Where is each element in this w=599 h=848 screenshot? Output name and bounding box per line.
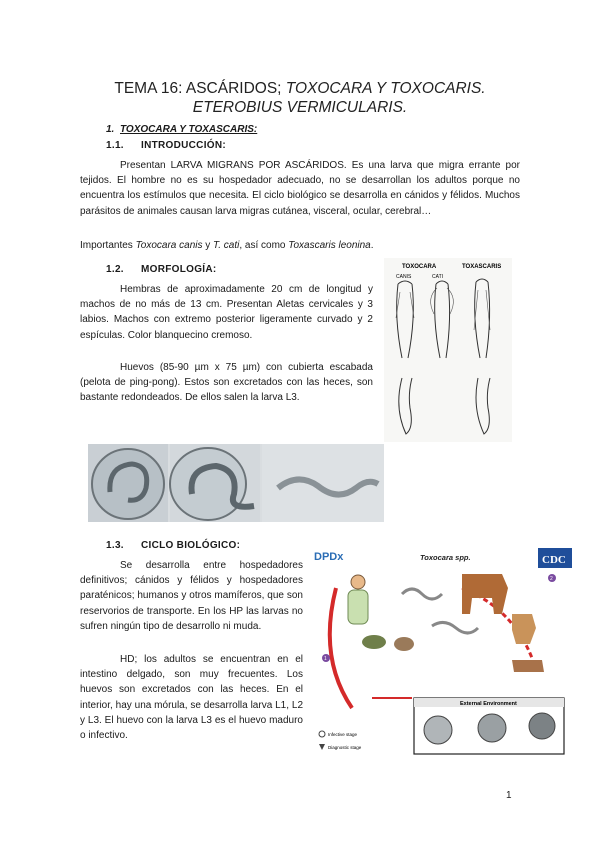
section-1-heading: [106, 124, 257, 135]
worm-head-cati: [435, 284, 450, 358]
subsection-1-1-heading: [106, 140, 226, 151]
larva-1: [402, 589, 442, 599]
diagnostic-stage-icon: [319, 744, 325, 750]
step-number-1: 1: [324, 656, 327, 662]
worm-head-cati-tip: [436, 281, 448, 284]
worm-head-canis-tip: [398, 281, 412, 284]
worm-head-toxascaris: [475, 282, 490, 358]
subtitle-text: ETEROBIUS VERMICULARIS: [192, 99, 403, 116]
human-head: [351, 575, 365, 589]
human-body: [348, 590, 368, 624]
eggs-photo-strip: [88, 444, 384, 522]
cycle-paragraph-1: Se desarrolla entre hospedadores definitivos; cánidos y félidos y hospedadores paraténicos; humanos y otros mamíferos, que son reservorios de transporte. En los HP las larvas no sufren ningún tipo de desarrollo ni muda.: [80, 560, 303, 632]
rabbit: [394, 637, 414, 651]
duck: [362, 635, 386, 649]
label-toxascaris: TOXASCARIS: [462, 264, 502, 270]
cat: [512, 614, 536, 644]
end-text: .: [370, 240, 374, 251]
larva-2: [432, 622, 478, 633]
external-environment-label: External Environment: [460, 701, 517, 707]
life-cycle-svg: [312, 548, 572, 760]
infective-stage-icon: [319, 731, 325, 737]
subsection-title: INTRODUCCIÓN:: [141, 140, 227, 151]
morphology-paragraph-2: Huevos (85-90 µm x 75 µm) con cubierta escabada (pelota de ping-pong). Estos son excretados con las heces, son bastante redondeados. De ellos salen la larva L3.: [80, 362, 373, 404]
worm-tail-2: [476, 378, 490, 434]
cervical-alae-toxascaris: [474, 290, 490, 330]
cdc-logo: CDC: [542, 554, 566, 566]
important-species-line: [80, 238, 520, 253]
conj: y: [202, 240, 214, 251]
title-plain: TEMA 16: ASCÁRIDOS;: [114, 80, 286, 97]
subsection-number: 1.3.: [106, 540, 124, 551]
label-cati: CATI: [432, 274, 444, 280]
subsection-1-2-heading: [106, 264, 217, 275]
subsection-title: CICLO BIOLÓGICO:: [141, 540, 241, 551]
infective-stage-label: Infective stage: [328, 732, 358, 737]
morphology-paragraph-1: Hembras de aproximadamente 20 cm de longitud y machos de no más de 13 cm. Presentan Aletas cervicales y 3 labios. Machos con extremo posterior ligeramente curvado y 2 espículas. Color blanquecino cremoso.: [80, 284, 373, 341]
title-italic: TOXOCARA Y TOXOCARIS.: [285, 80, 486, 97]
page-number: 1: [506, 790, 512, 801]
dog: [462, 574, 508, 614]
species-toxocara-canis: Toxocara canis: [135, 240, 203, 251]
developing-egg: [478, 714, 506, 742]
morphology-figure: [384, 258, 512, 442]
egg-1: [92, 449, 164, 519]
label-canis: CANIS: [396, 274, 412, 280]
species-t-cati: T. cati: [213, 240, 240, 251]
section-1-title: TOXOCARA Y TOXASCARIS:: [120, 124, 258, 135]
subsection-number: 1.1.: [106, 140, 124, 151]
cycle-paragraph-2: HD; los adultos se encuentran en el intestino delgado, son muy frecuentes. Los huevos son excretados con las heces. En el interior, hay una mórula, se desarrolla larva L1, L2 y L3. El huevo con la larva L3 es el huevo maduro o infectivo.: [80, 654, 303, 742]
diagnostic-stage-label: Diagnostic stage: [328, 745, 362, 750]
cervical-alae-canis: [396, 292, 414, 318]
species-toxascaris-leonina: Toxascaris leonina: [288, 240, 371, 251]
page-title: [60, 80, 540, 98]
worm-morphology-drawing: [384, 258, 512, 442]
subsection-title: MORFOLOGÍA:: [141, 264, 217, 275]
life-cycle-diagram: [312, 548, 572, 760]
unembryonated-egg: [529, 713, 555, 739]
subtitle-end: .: [402, 99, 408, 116]
subsection-1-3-heading: [106, 540, 240, 551]
dpdx-logo: DPDx: [314, 551, 344, 563]
intro-paragraph: Presentan LARVA MIGRANS POR ASCÁRIDOS. Es una larva que migra errante por tejidos. El hombre no es su hospedador adecuado, no se desarrollan los adultos porque no encuentra los estímulos que necesita. El ciclo biológico se desarrolla en cánidos y félidos. Muchos parásitos de animales causan larva migras cutánea, visceral, ocular, cerebral…: [80, 160, 520, 217]
worm-tail-1: [399, 378, 412, 434]
label-toxocara: TOXOCARA: [402, 264, 437, 270]
worm-head-toxascaris-tip: [476, 279, 488, 282]
page-subtitle: [60, 99, 540, 117]
step-number-2: 2: [550, 576, 553, 582]
embryonated-egg: [424, 716, 452, 744]
section-1-number: 1.: [106, 124, 115, 135]
worm-head-canis: [397, 284, 414, 358]
important-prefix: Importantes: [80, 240, 136, 251]
subsection-number: 1.2.: [106, 264, 124, 275]
puppies: [512, 660, 544, 672]
middle-text: , así como: [239, 240, 289, 251]
eggs-photos: [88, 444, 384, 522]
diagram-title: Toxocara spp.: [420, 553, 471, 562]
